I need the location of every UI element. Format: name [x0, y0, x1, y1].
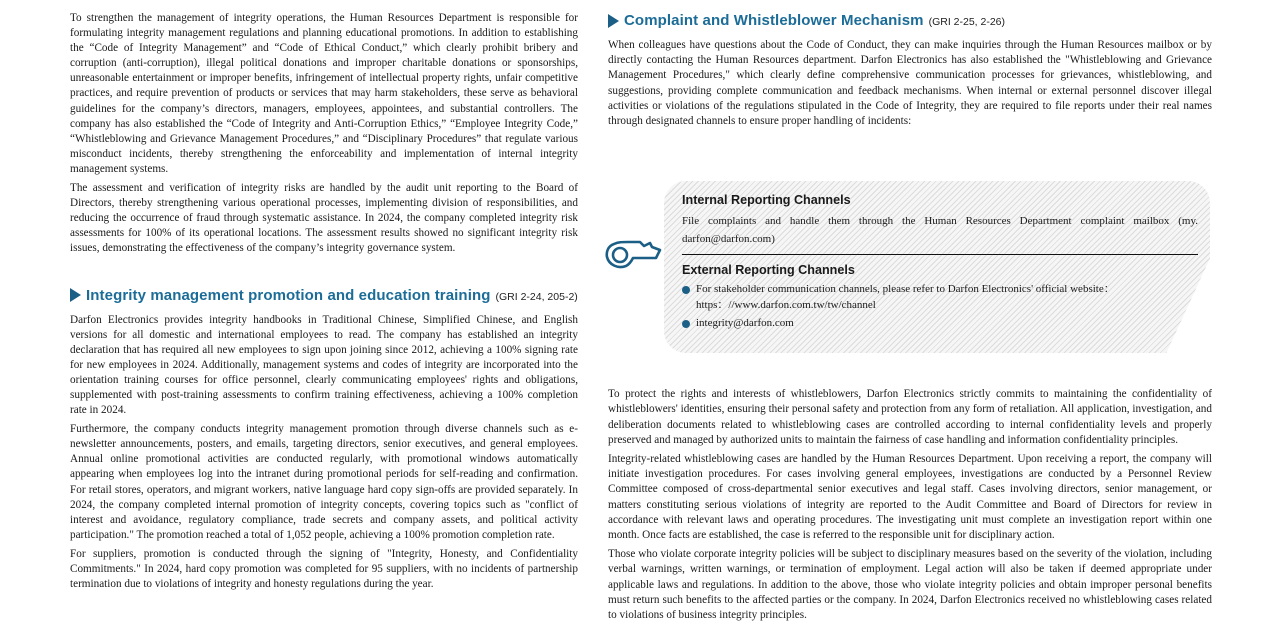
intro-paragraph-risk-assessment: The assessment and verification of integrity risks are handled by the audit unit reporting to the Board of Directors, thereby strengthening various operational processes, implementing division of responsibilities, and reducing the occurrence of fraud through systematic assistance. In 2024, the company completed integrity risk assessments for 100% of its operational locations. The assessment results showed no significant integrity risk issues, demonstrating the effectiveness of the company’s integrity governance system. — [70, 182, 578, 255]
triangle-bullet-icon — [608, 14, 619, 28]
bullet-dot-icon — [682, 320, 690, 328]
whistle-icon — [604, 238, 662, 270]
reporting-channels-content — [682, 193, 1198, 335]
external-channels-list — [682, 282, 1198, 332]
intro-paragraph-integrity-management: To strengthen the management of integrity operations, the Human Resources Department is responsible for formulating integrity management regulations and planning educational promotions. In addition to establishing the “Code of Integrity Management” and “Code of Ethical Conduct,” which clearly prohibit bribery and corruption (anti-corruption), illegal political donations and improper charitable donations or sponsorships, unreasonable entertainment or improper benefits, infringement of intellectual property rights, unfair competitive practices, and require prevention of products or services that may harm stakeholders, these serve as behavioral guidelines for the company’s directors, managers, employees, appointees, and substantial controllers. The company has also established the “Code of Integrity and Anti-Corruption Ethics,” “Employee Integrity Code,” “Whistleblowing and Grievance Management Procedures,” and “Disciplinary Procedures” that regulate various misconduct incidents, thereby strengthening the enforceability and implementation of internal integrity management systems. — [70, 12, 578, 175]
complaint-intro-paragraph: When colleagues have questions about the Code of Conduct, they can make inquiries through the Human Resources mailbox or by directly contacting the Human Resources department. Darfon Electronics has also established the "Whistleblowing and Grievance Management Procedures," which clearly define comprehensive communication processes for grievances, whistleblowing, and suggestions, providing complete communication and feedback mechanisms. When internal or external personnel discover illegal activities or violations of the regulations stipulated in the Code of Integrity, they are required to file reports under their real names through designated channels to ensure proper handling of incidents: — [608, 39, 1212, 128]
whistleblower-protection-paragraph: To protect the rights and interests of whistleblowers, Darfon Electronics strictly commits to maintaining the confidentiality of whistleblowers' identities, ensuring their personal safety and protection from any form of retaliation. All application, investigation, and deliberation documents related to whistleblowing cases are controlled according to internal confidentiality levels and properly preserved and managed by authorized units to maintain the fairness of case handling and information confidentiality principles. — [608, 388, 1212, 446]
training-section-gri: (GRI 2-24, 205-2) — [495, 290, 578, 303]
external-channel-website-text[interactable]: For stakeholder communication channels, please refer to Darfon Electronics' official website：https：//www.darfon.com.tw/tw/channel — [696, 283, 1115, 311]
external-channels-title: External Reporting Channels — [682, 263, 855, 277]
complaint-section-gri: (GRI 2-25, 2-26) — [928, 16, 1006, 28]
channels-divider — [682, 254, 1198, 255]
triangle-bullet-icon — [70, 288, 81, 302]
training-paragraph-promotion: Furthermore, the company conducts integrity management promotion through diverse channels such as e-newsletter announcements, posters, and emails, targeting directors, senior executives, and general employees. Annual online promotional activities are conducted regularly, with promotional windows automatically appearing when employees log into the intranet during promotional periods for self-reading and confirmation. For retail stores, operators, and migrant workers, native language hard copy sign-offs are provided separately. In 2024, the company completed internal promotion of integrity concepts, covering topics such as "conflict of interest and avoidance, regulatory compliance, trade secrets and company assets, and political activity participation." The promotion reached a total of 1,052 people, achieving a 100% promotion completion rate. — [70, 423, 578, 541]
internal-channels-text: File complaints and handle them through the Human Resources Department complaint mailbox (my. darfon@darfon.com) — [682, 215, 1198, 245]
external-channel-email-text[interactable]: integrity@darfon.com — [696, 317, 794, 329]
complaint-section-title: Complaint and Whistleblower Mechanism — [624, 12, 924, 29]
internal-channels-title: Internal Reporting Channels — [682, 193, 851, 207]
external-channel-website — [682, 282, 1198, 313]
external-channel-email — [682, 316, 1198, 332]
case-handling-paragraph: Integrity-related whistleblowing cases are handled by the Human Resources Department. Upon receiving a report, the company will initiate investigation procedures. For cases involving general employees, investigations are conducted by a Personnel Review Committee composed of cross-departmental senior executives and legal staff. Cases involving directors, senior management, or matters constituting serious violations of integrity are reported to the Audit Committee and Board of Directors for review in accordance with relevant laws and operating procedures. The investigating unit must complete an investigation report within one month. Once facts are established, the case is referred to the responsible unit for disciplinary action. — [608, 453, 1212, 542]
training-section-heading — [70, 287, 578, 304]
training-section-title: Integrity management promotion and education training — [86, 286, 491, 304]
complaint-section-heading — [608, 12, 1212, 29]
left-column — [70, 0, 578, 596]
bullet-dot-icon — [682, 286, 690, 294]
disciplinary-measures-paragraph: Those who violate corporate integrity policies will be subject to disciplinary measures based on the severity of the violation, including verbal warnings, written warnings, or termination of employment. Legal action will also be taken if deemed appropriate under applicable laws and regulations. In addition to the above, those who violate integrity policies and obtain improper personal benefits must return such benefits to the affected parties or the company. In 2024, Darfon Electronics received no whistleblowing cases related to violations of business integrity principles. — [608, 548, 1212, 622]
training-paragraph-handbooks: Darfon Electronics provides integrity handbooks in Traditional Chinese, Simplified Chinese, and English versions for all domestic and international employees to read. The company has established an integrity declaration that has required all new employees to sign upon joining since 2012, achieving a 100% signing rate for new employees in 2024. Additionally, management systems and codes of integrity are incorporated into the orientation training courses for office personnel, clearly communicating employees' rights and obligations, supplemented with post-training assessments to confirm training effectiveness, achieving a 100% completion rate in 2024. — [70, 313, 578, 417]
training-paragraph-suppliers: For suppliers, promotion is conducted through the signing of "Integrity, Honesty, and Confidentiality Commitments." In 2024, hard copy promotion was completed for 95 suppliers, with no incidents of partnership termination due to violations of integrity and honesty regulations during the year. — [70, 547, 578, 591]
